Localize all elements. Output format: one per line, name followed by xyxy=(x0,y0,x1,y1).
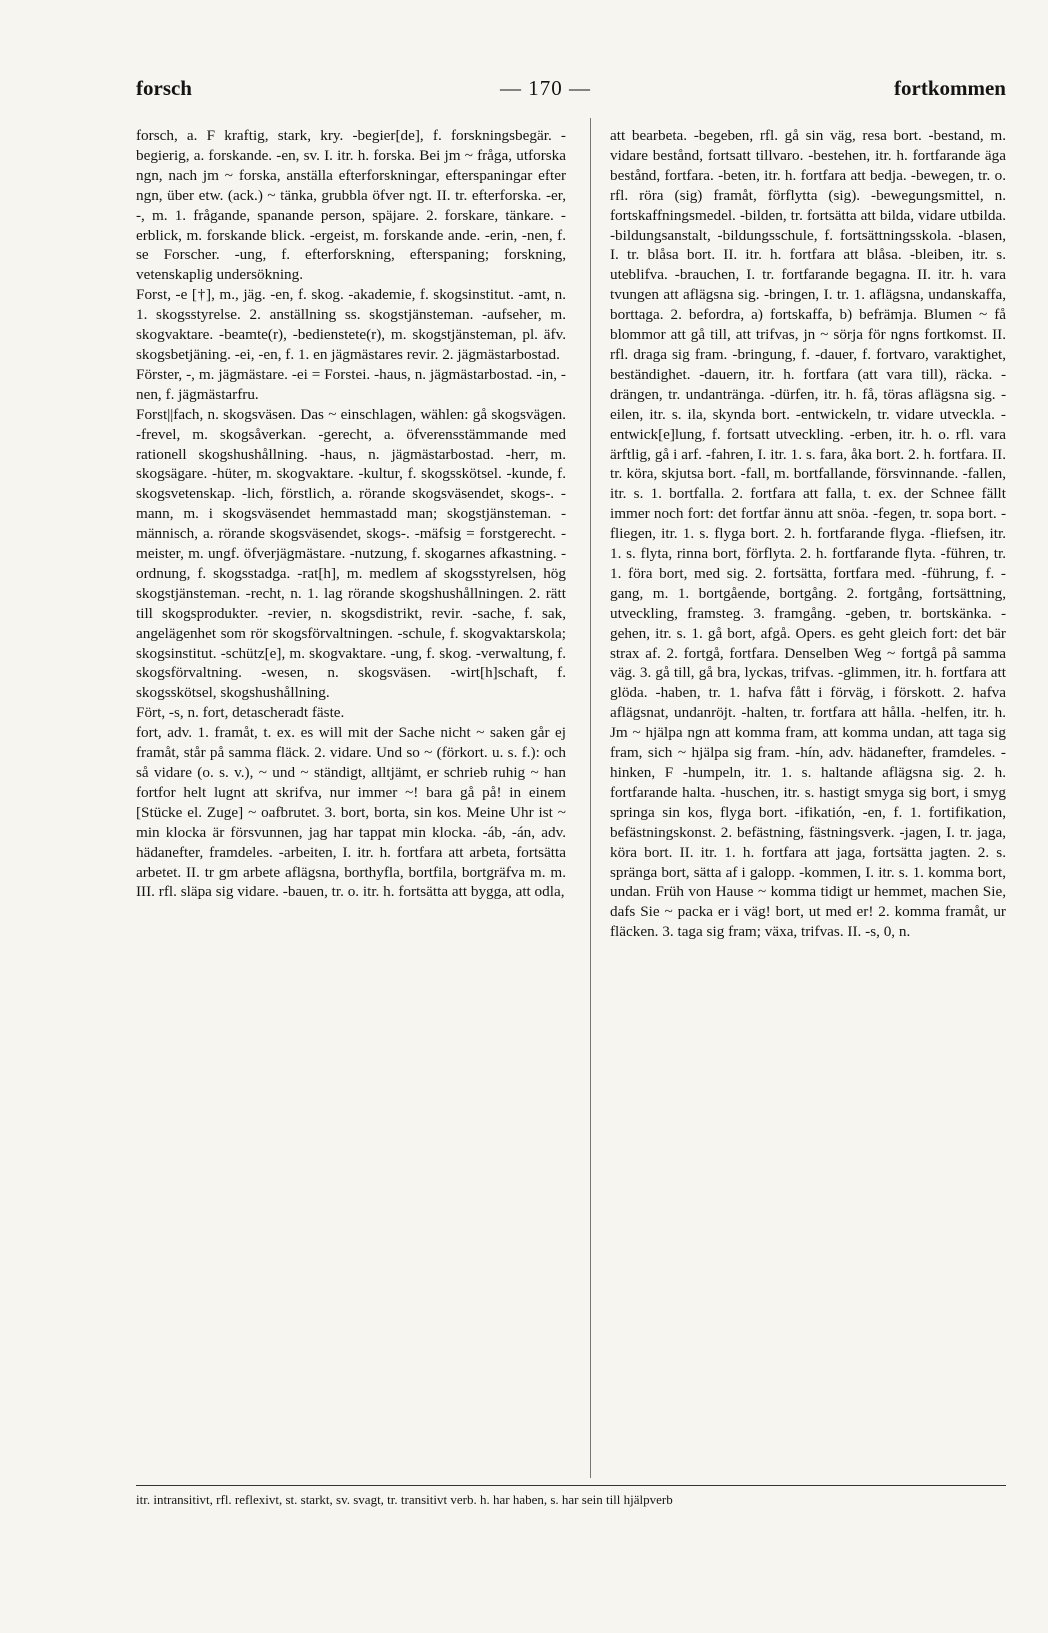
entry-fort-continued: att bearbeta. -begeben, rfl. gå sin väg, resa bort. -bestand, m. vidare bestånd, fortsatt tillvaro. -bestehen, itr. h. fortfarande äga bestånd, fortfara. -beten, itr. h. fortfara att bedja. -bewegen, tr. o. rfl. röra (sig) framåt, förflytta (sig). -bewegungsmittel, n. fortskaffningsmedel. -bilden, tr. fortsätta att bilda, vidare utbilda. -bildungsanstalt, -bildungsschule, f. fortsättningsskola. -blasen, I. tr. blåsa bort. II. itr. h. fortfara att blåsa. -bleiben, itr. s. uteblifva. -brauchen, I. tr. fortfarande begagna. II. itr. h. vara tvungen att aflägsna sig. -bringen, I. tr. 1. aflägsna, undanskaffa, borttaga. 2. befordra, a) fortskaffa, b) befrämja. Blumen ~ få blommor att gå till, att trifvas, jn ~ sörja för ngns fortkomst. II. rfl. draga sig fram. -bringung, f. -dauer, f. fortvaro, varaktighet, beständighet. -dauern, itr. h. fortfara (att vara till), räcka. -drängen, tr. undantränga. -dürfen, itr. h. få, töras aflägsna sig. -eilen, itr. s. ila, skynda bort. -entwickeln, tr. vidare utveckla. -entwick[e]lung, f. fortsatt utveckling. -erben, itr. h. o. rfl. vara ärftlig, gå i arf. -fahren, I. itr. 1. s. fara, åka bort. 2. h. fortfara. II. tr. köra, skjutsa bort. -fall, m. bortfallande, försvinnande. -fallen, itr. s. 1. bortfalla. 2. fortfara att falla, t. ex. der Schnee fällt immer noch fort: det fortfar ännu att snöa. -fegen, tr. sopa bort. -fliegen, itr. 1. s. flyga bort. 2. h. fortfarande flyga. -fliefsen, itr. 1. s. flyta, rinna bort, förflyta. 2. h. fortfarande flyta. -führen, tr. 1. föra bort, med sig. 2. fortsätta, fortfara med. -führung, f. -gang, m. 1. bortgående, bortgång. 2. fortgång, fortsättning, utveckling, framsteg. 3. framgång. -geben, tr. bortskänka. -gehen, itr. s. 1. gå bort, afgå. Opers. es geht gleich fort: det bär strax af. 2. fortgå, fortfara. Denselben Weg ~ fortgå på samma väg. 3. gå till, gå bra, lyckas, trifvas. -glimmen, itr. h. fortfara att glöda. -haben, tr. 1. hafva fått i förväg, i förskott. 2. hafva aflägsnat, undanröjt. -halten, tr. fortfara att hålla. -helfen, itr. h. Jm ~ hjälpa ngn att komma fram, att komma undan, att taga sig fram, sich ~ hjälpa sig fram. -hín, adv. hädanefter, framdeles. -hinken, F -humpeln, itr. 1. s. haltande aflägsna sig. 2. h. fortfarande halta. -huschen, itr. s. hastigt smyga sig bort, i smyg springa sin kos, flyga bort. -ifikatión, -en, f. 1. fortifikation, befästningskonst. 2. befästning, fästningsverk. -jagen, I. tr. jaga, köra bort. II. itr. 1. h. fortfara att jaga, fortsätta jagten. 2. s. spränga bort, sätta af i galopp. -kommen, I. itr. s. 1. komma bort, undan. Früh von Hause ~ komma tidigt ur hemmet, machen Sie, dafs Sie ~ packa er i väg! bort, ut med er! 2. komma framåt, ur fläcken. 3. taga sig fram; växa, trifvas. II. -s, 0, n. xyxy=(610,127,1006,941)
left-column xyxy=(136,126,566,1476)
footer-rule xyxy=(136,1485,1006,1486)
entry-forst: Forst, -e [†], m., jäg. -en, f. skog. -akademie, f. skogsinstitut. -amt, n. 1. skogsstyrelse. 2. anställning ss. skogstjänsteman. -aufseher, m. skogvaktare. -beamte(r), -bedienstete(r), m. skogstjänsteman, pl. äfv. skogsbetjäning. -ei, -en, f. 1. en jägmästares revir. 2. jägmästarbostad. xyxy=(136,286,566,363)
page-header xyxy=(136,76,1006,110)
column-divider xyxy=(590,118,591,1478)
abbreviation-key: itr. intransitivt, rfl. reflexivt, st. starkt, sv. svagt, tr. transitivt verb. h. har haben, s. har sein till hjälpverb xyxy=(136,1492,673,1507)
entry-forst-compounds: Forst||fach, n. skogsväsen. Das ~ einschlagen, wählen: gå skogsvägen. -frevel, m. skogsåverkan. -gerecht, a. öfverensstämmande med rationell skogshushållning. -haus, n. jägmästarbostad. -herr, m. skogsägare. -hüter, m. skogvaktare. -kultur, f. skogsskötsel. -kunde, f. skogsvetenskap. -lich, förstlich, a. rörande skogsväsendet, skogs-. -mann, m. i skogsväsendet hemmastadd man; skogstjänsteman. -männisch, a. rörande skogsväsendet, skogs-. -mäfsig = forstgerecht. -meister, m. ungf. öfverjägmästare. -nutzung, f. skogarnes afkastning. -ordnung, f. skogsstadga. -rat[h], m. medlem af skogsstyrelsen, hög skogstjänsteman. -recht, n. 1. lag rörande skogshushållningen. 2. rätt till skogsprodukter. -revier, n. skogsdistrikt, revir. -sache, f. sak, angelägenhet som rör skogsförvaltningen. -schule, f. skogvaktarskola; skogsinstitut. -schütz[e], m. skogvaktare. -ung, f. skog. -verwaltung, f. skogsförvaltning. -wesen, n. skogsväsen. -wirt[h]schaft, f. skogsskötsel, skogshushållning. xyxy=(136,405,566,702)
page-number: — 170 — xyxy=(500,76,591,100)
left-guide-word: forsch xyxy=(136,76,192,100)
right-column xyxy=(610,126,1006,1476)
right-guide-word: fortkommen xyxy=(894,76,1006,100)
entry-forsch: forsch, a. F kraftig, stark, kry. -begier[de], f. forskningsbegär. -begierig, a. forskande. -en, sv. I. itr. h. forska. Bei jm ~ fråga, utforska ngn, nach jm ~ forska, anställa efterforskningar, efterspaningar efter ngn, über etw. (ack.) ~ tänka, grubbla öfver ngt. II. tr. efterforska. -er, -, m. 1. frågande, spanande person, späjare. 2. forskare, tänkare. -erblick, m. forskande blick. -ergeist, m. forskande ande. -erin, -nen, f. se Forscher. -ung, f. efterforskning, efterspaning; forskning, vetenskaplig undersökning. xyxy=(136,127,566,284)
entry-fort-noun: Fört, -s, n. fort, detascheradt fäste. xyxy=(136,704,345,722)
entry-fort-adv: fort, adv. 1. framåt, t. ex. es will mit der Sache nicht ~ saken går ej framåt, står på samma fläck. 2. vidare. Und so ~ (förkort. u. s. f.): och så vidare (o. s. v.), ~ und ~ ständigt, alltjämt, er schrieb ruhig ~ han fortfor helt lugnt att skrifva, nur immer ~! bara gå på! in einem [Stücke el. Zuge] ~ oafbrutet. 3. bort, borta, sin kos. Meine Uhr ist ~ min klocka är försvunnen, jag har tappat min klocka. -áb, -án, adv. hädanefter, framdeles. -arbeiten, I. itr. h. fortfara att arbeta, fortsätta arbetet. II. tr gm arbete aflägsna, borthyfla, bortfila, bortgräfva m. m. III. rfl. släpa sig vidare. -bauen, tr. o. itr. h. fortsätta att bygga, att odla, xyxy=(136,724,566,901)
entry-foerster: Förster, -, m. jägmästare. -ei = Forstei. -haus, n. jägmästarbostad. -in, -nen, f. jägmästarfru. xyxy=(136,365,566,403)
